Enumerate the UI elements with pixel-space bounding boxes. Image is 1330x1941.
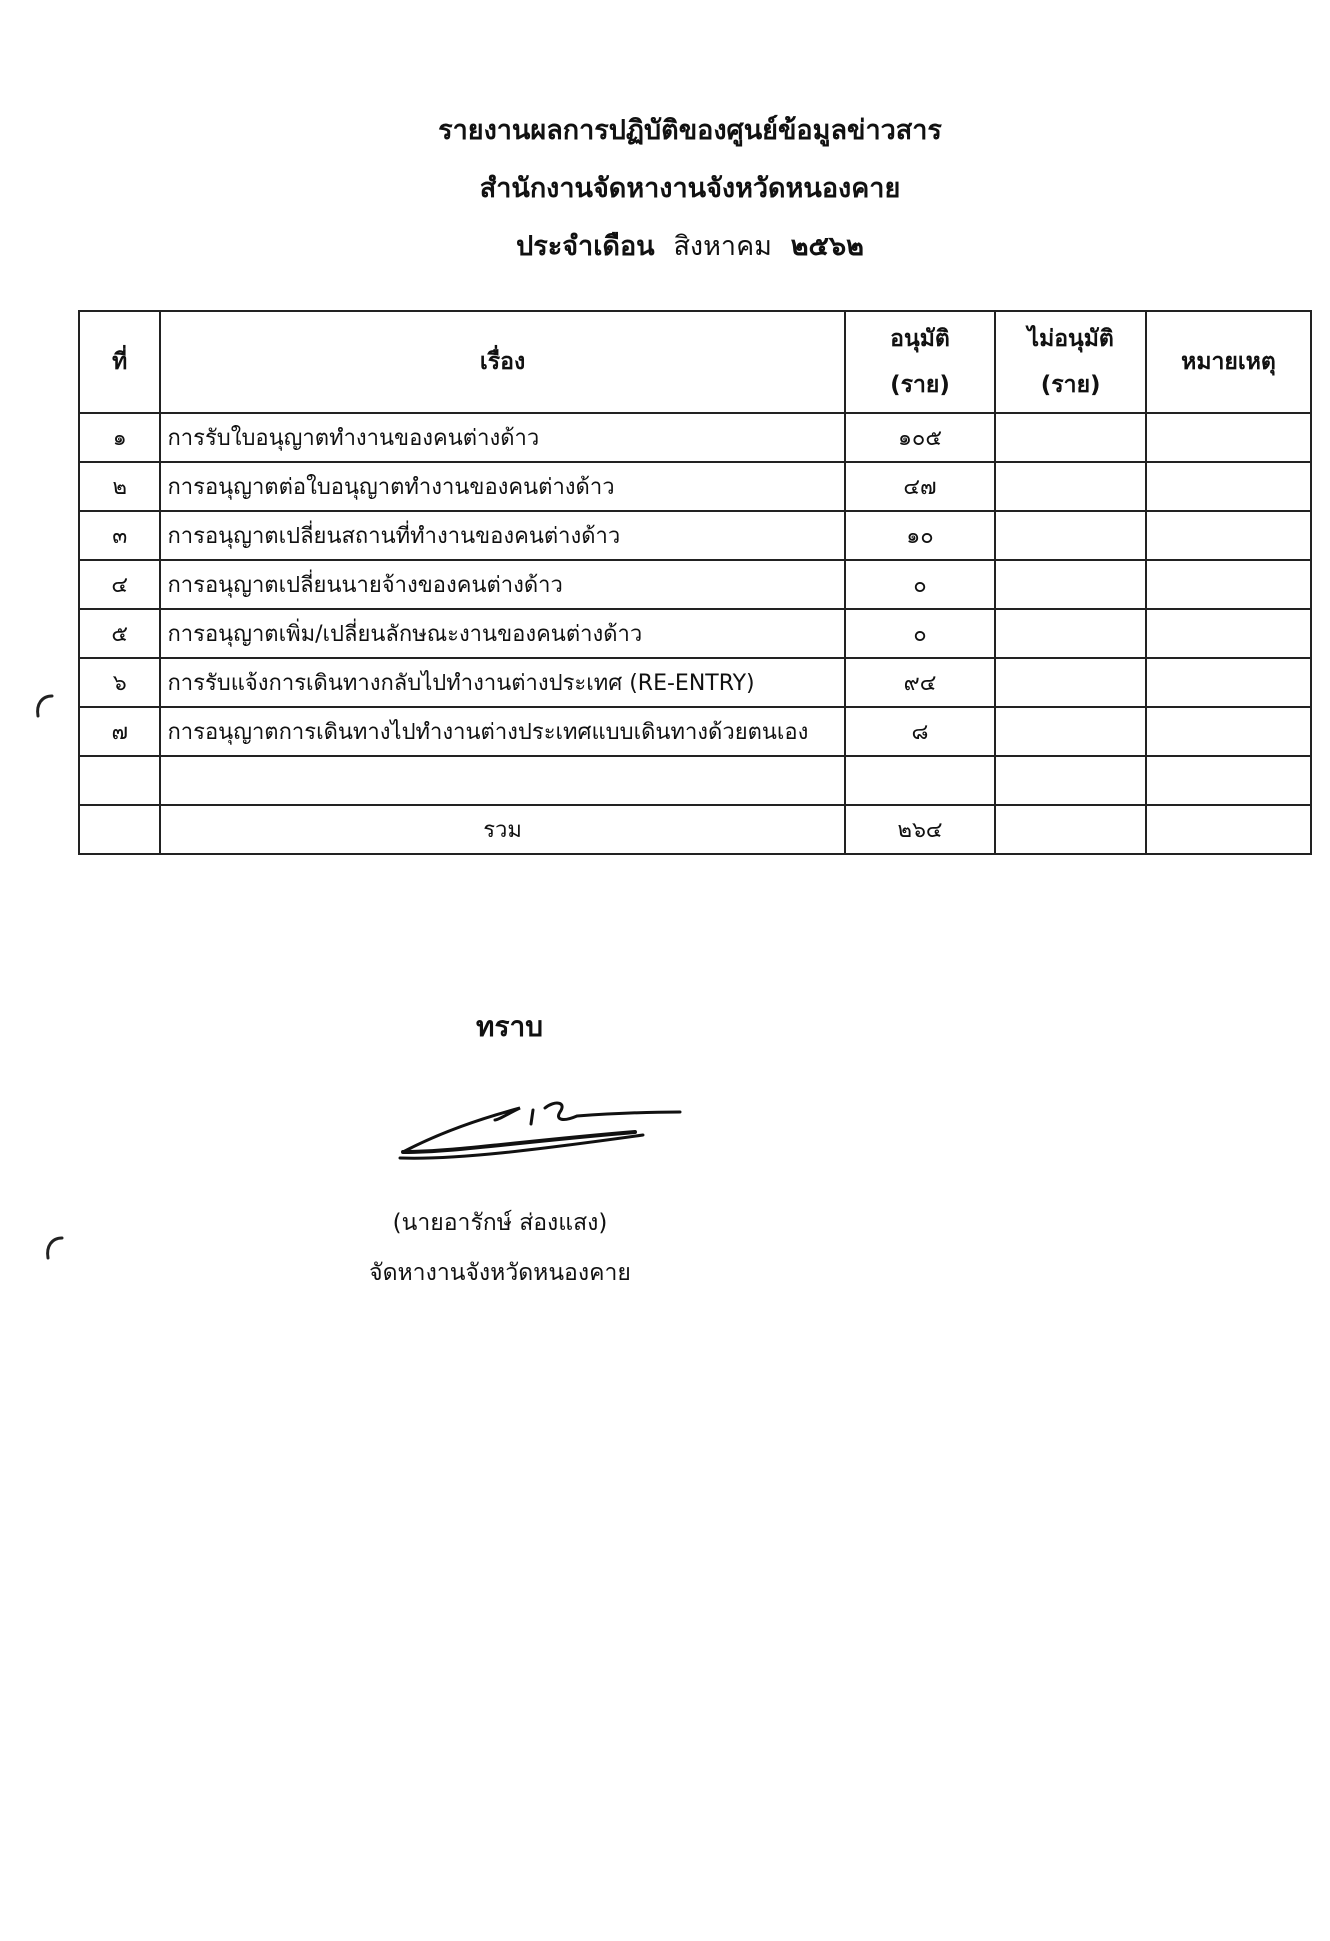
row-note [1146, 511, 1311, 560]
total-label: รวม [160, 805, 844, 854]
row-no: ๗ [79, 707, 160, 756]
row-approve: ๔๗ [845, 462, 996, 511]
office-name: สำนักงานจัดหางานจังหวัดหนองคาย [479, 173, 901, 204]
row-subject: การอนุญาตการเดินทางไปทำงานต่างประเทศแบบเดินทางด้วยตนเอง [160, 707, 844, 756]
header-approve-unit: (ราย) [890, 372, 950, 398]
row-approve: ๘ [845, 707, 996, 756]
row-subject: การรับแจ้งการเดินทางกลับไปทำงานต่างประเทศ (RE-ENTRY) [160, 658, 844, 707]
row-reject [995, 756, 1146, 805]
row-no: ๖ [79, 658, 160, 707]
row-no: ๒ [79, 462, 160, 511]
period-year: ๒๕๖๒ [790, 231, 864, 262]
row-approve [845, 756, 996, 805]
header-approve [845, 311, 996, 413]
header-reject-label: ไม่อนุมัติ [1027, 326, 1114, 352]
header-subject: เรื่อง [160, 311, 844, 413]
row-no: ๕ [79, 609, 160, 658]
row-no: ๔ [79, 560, 160, 609]
table-row [79, 707, 1311, 756]
period-month: สิงหาคม [673, 231, 772, 262]
table-row [79, 560, 1311, 609]
row-reject [995, 658, 1146, 707]
row-subject: การอนุญาตเปลี่ยนนายจ้างของคนต่างด้าว [160, 560, 844, 609]
row-approve: ๑๐๕ [845, 413, 996, 462]
table-header-row [79, 311, 1311, 413]
row-reject [995, 413, 1146, 462]
total-reject-cell [995, 805, 1146, 854]
acknowledgement-text: ทราบ [476, 1010, 543, 1043]
row-note [1146, 707, 1311, 756]
report-title: รายงานผลการปฏิบัติของศูนย์ข้อมูลข่าวสาร [438, 115, 942, 146]
row-approve: ๐ [845, 560, 996, 609]
row-subject: การรับใบอนุญาตทำงานของคนต่างด้าว [160, 413, 844, 462]
row-reject [995, 462, 1146, 511]
punch-hole-mark [30, 690, 60, 720]
row-subject [160, 756, 844, 805]
row-reject [995, 511, 1146, 560]
row-no: ๓ [79, 511, 160, 560]
row-note [1146, 609, 1311, 658]
signature-image [395, 1080, 695, 1180]
row-approve: ๐ [845, 609, 996, 658]
row-subject: การอนุญาตเพิ่ม/เปลี่ยนลักษณะงานของคนต่างด้าว [160, 609, 844, 658]
row-reject [995, 707, 1146, 756]
row-note [1146, 462, 1311, 511]
row-note [1146, 756, 1311, 805]
row-subject: การอนุญาตต่อใบอนุญาตทำงานของคนต่างด้าว [160, 462, 844, 511]
report-period [25, 224, 1330, 267]
table-row [79, 658, 1311, 707]
row-no: ๑ [79, 413, 160, 462]
row-reject [995, 609, 1146, 658]
header-reject [995, 311, 1146, 413]
signer-title: จัดหางานจังหวัดหนองคาย [369, 1260, 631, 1286]
row-note [1146, 658, 1311, 707]
table-row [79, 756, 1311, 805]
total-row [79, 805, 1311, 854]
row-reject [995, 560, 1146, 609]
row-approve: ๑๐ [845, 511, 996, 560]
header-reject-unit: (ราย) [1040, 372, 1101, 398]
report-table [78, 310, 1312, 855]
header-approve-label: อนุมัติ [890, 326, 950, 352]
header-note: หมายเหตุ [1146, 311, 1311, 413]
row-note [1146, 413, 1311, 462]
row-subject: การอนุญาตเปลี่ยนสถานที่ทำงานของคนต่างด้าว [160, 511, 844, 560]
period-prefix: ประจำเดือน [516, 231, 655, 262]
header-no: ที่ [79, 311, 160, 413]
table-row [79, 609, 1311, 658]
table-row [79, 511, 1311, 560]
row-approve: ๙๔ [845, 658, 996, 707]
row-note [1146, 560, 1311, 609]
row-no [79, 756, 160, 805]
signer-name: (นายอารักษ์ ส่องแสง) [392, 1210, 608, 1236]
table-row [79, 462, 1311, 511]
total-note-cell [1146, 805, 1311, 854]
table-row [79, 413, 1311, 462]
total-approve: ๒๖๔ [845, 805, 996, 854]
total-no-cell [79, 805, 160, 854]
punch-hole-mark [40, 1232, 70, 1262]
